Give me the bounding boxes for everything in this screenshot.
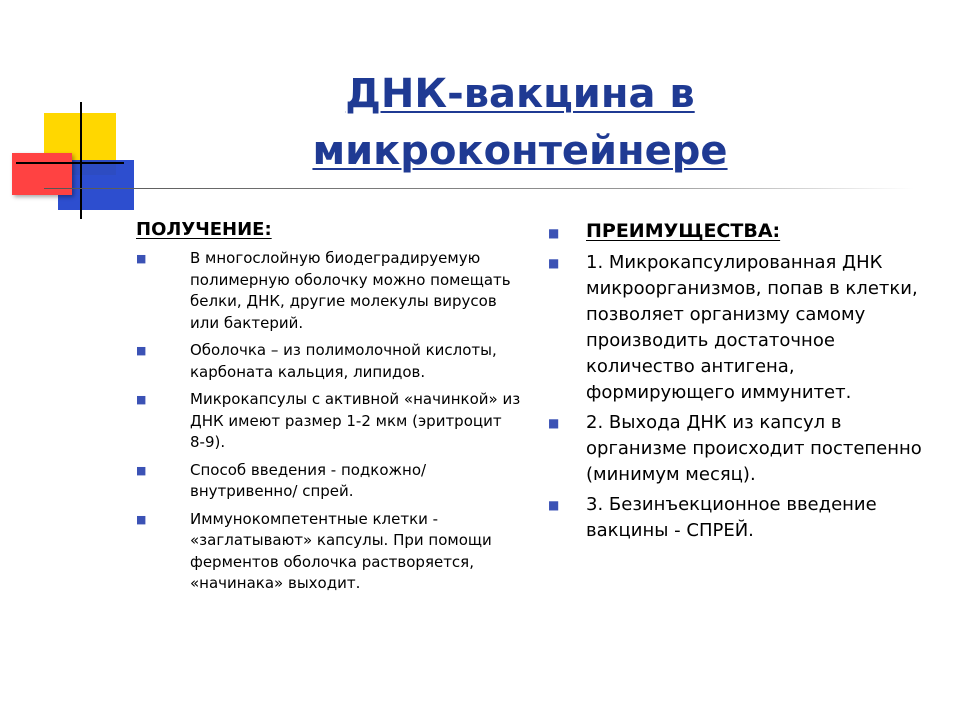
bullet-icon: ■ — [548, 416, 560, 430]
right-heading-row — [548, 218, 938, 246]
list-item: ■ В многослойную биодеградируемую полимерную оболочку можно помещать белки, ДНК, другие молекулы вирусов или бактерий. — [136, 248, 521, 334]
bullet-icon: ■ — [548, 256, 560, 270]
decor-horizontal-line — [16, 162, 124, 164]
decor-vertical-line — [80, 102, 82, 219]
bullet-icon: ■ — [136, 393, 147, 406]
left-column — [136, 218, 521, 601]
left-heading: ПОЛУЧЕНИЕ: — [136, 219, 272, 240]
title-divider — [44, 188, 914, 189]
bullet-icon: ■ — [548, 498, 560, 512]
list-item: ■ 1. Микрокапсулированная ДНК микроорганизмов, попав в клетки, позволяет организму самому производить достаточное количество антигена, формирующего иммунитет. — [548, 250, 938, 406]
bullet-icon: ■ — [136, 252, 147, 265]
bullet-icon: ■ — [136, 344, 147, 357]
list-item: ■ Иммунокомпетентные клетки - «заглатывают» капсулы. При помощи ферментов оболочка растворяется, «начинака» выходит. — [136, 509, 521, 595]
right-column — [548, 218, 938, 548]
left-list — [136, 248, 521, 595]
bullet-icon: ■ — [548, 226, 560, 240]
list-item: ■ Способ введения - подкожно/ внутривенно/ спрей. — [136, 460, 521, 503]
bullet-icon: ■ — [136, 512, 147, 526]
list-item: ■ Оболочка – из полимолочной кислоты, карбоната кальция, липидов. — [136, 340, 521, 383]
slide-title: ДНК-вакцина в микроконтейнере — [312, 71, 728, 174]
bullet-icon: ■ — [136, 463, 147, 477]
right-heading: ПРЕИМУЩЕСТВА: — [586, 220, 781, 242]
list-item: ■ 2. Выхода ДНК из капсул в организме происходит постепенно (минимум месяц). — [548, 410, 938, 488]
list-item: ■ Микрокапсулы с активной «начинкой» из ДНК имеют размер 1-2 мкм (эритроцит 8-9). — [136, 389, 521, 454]
list-item: ■ 3. Безинъекционное введение вакцины - СПРЕЙ. — [548, 492, 938, 544]
right-list — [548, 250, 938, 544]
